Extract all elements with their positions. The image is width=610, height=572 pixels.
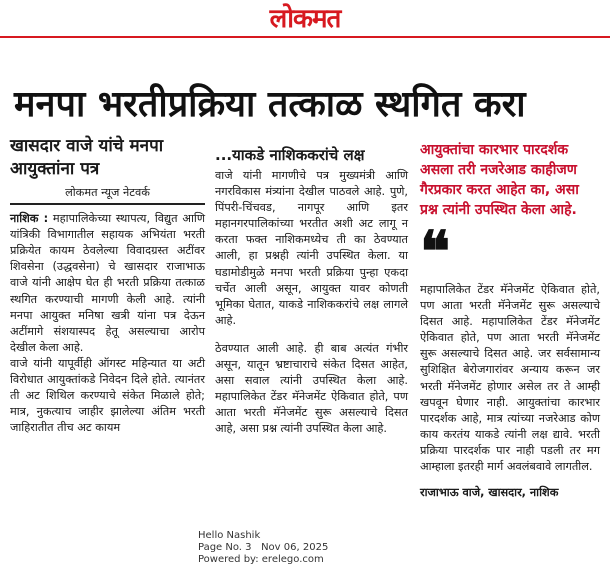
footer-page-date [198, 542, 438, 554]
page-footer [198, 530, 438, 566]
byline: लोकमत न्यूज नेटवर्क [65, 186, 150, 199]
masthead-logo: लोकमत [269, 4, 341, 34]
headline: मनपा भरतीप्रक्रिया तत्काळ स्थगित करा [14, 84, 526, 125]
article-paragraph-3: वाजे यांनी मागणीचे पत्र मुख्यमंत्री आणि नगरविकास मंत्र्यांना देखील पाठवले आहे. पुणे, पिंपरी-चिंचवड, नागपूर आणि इतर महानगरपालिकांच्या भरतीत अशी अट लागू न करता फक्त नाशिकमध्येच ती का ठेवण्यात आली, हा प्रश्नही त्यांनी उपस्थित केला. या घडामोडीमुळे मनपा भरती प्रक्रिया पुन्हा एकदा चर्चेत आली असून, आयुक्त यावर कोणती भूमिका घेतात, याकडे नाशिककरांचे लक्ष लागले आहे. [215, 169, 408, 327]
column-1 [10, 135, 205, 436]
article-paragraph-1: महापालिकेच्या स्थापत्य, विद्युत आणि यांत्रिकी विभागातील सहायक अभियंता भरती प्रक्रियेत कायम ठेवलेल्या विवादग्रस्त अटींवर शिवसेना (उद्धवसेना) चे खासदार राजाभाऊ वाजे यांनी आक्षेप घेत ही भरती प्रक्रिया तत्काळ स्थगित करण्याची मागणी केली आहे. त्यांनी मनपा आयुक्त मनिषा खत्री यांना पत्र देऊन अटींमागे संशयास्पद हेतू असल्याचा आरोप देखील केला आहे. [10, 212, 206, 354]
article-paragraph-4: ठेवण्यात आली आहे. ही बाब अत्यंत गंभीर असून, यातून भ्रष्टाचाराचे संकेत दिसत आहेत, असा सवाल त्यांनी उपस्थित केला आहे. महापालिकेत टेंडर मॅनेजमेंट ऐकिवात होते, पण आता भरती मॅनेजमेंट सुरू असल्याचे दिसत आहे, असा प्रश्न त्यांनी उपस्थित केला आहे. [215, 341, 408, 436]
quote-signature: राजाभाऊ वाजे, खासदार, नाशिक [420, 486, 559, 500]
dateline: नाशिक : [10, 212, 49, 226]
subheadline: खासदार वाजे यांचे मनपा आयुक्तांना पत्र [10, 136, 164, 179]
footer-date: Nov 06, 2025 [261, 542, 329, 553]
quote-text: महापालिकेत टेंडर मॅनेजमेंट ऐकिवात होते, पण आता भरती मॅनेजमेंट सुरू असल्याचे दिसत आहे. महापालिकेत टेंडर मॅनेजमेंट ऐकिवात होते, पण आता भरती मॅनेजमेंट सुरू असल्याचे दिसत आहे. जर सर्वसामान्य सुशिक्षित बेरोजगारांवर अन्याय करून जर भरती मॅनेजमेंट होणार असेल तर ते आम्ही खपवून घेणार नाही. आयुक्तांचा कारभार पारदर्शक आहे, मात्र त्यांच्या नजरेआड कोण काय करतंय याकडे त्यांनी लक्ष द्यावे. भरती प्रक्रिया पारदर्शक पार नाही पडली तर मग आम्हाला इतरही मार्ग अवलंबवावे लागतील. [420, 283, 600, 474]
masthead-divider [0, 36, 610, 38]
spacer [215, 329, 408, 341]
article-paragraph-2: वाजे यांनी यापूर्वीही ऑगस्ट महिन्यात या अटी विरोधात आयुक्तांकडे निवेदन दिले होते. त्यानंतर ती अट शिथिल करण्याचे संकेत मिळाले होते; मात्र, नुकत्याच जाहीर झालेल्या अंतिम भरती जाहिरातीत तीच अट कायम [10, 356, 205, 435]
byline-divider [10, 203, 205, 205]
subheadline-2: ...याकडे नाशिककरांचे लक्ष [215, 146, 365, 164]
pull-quote: आयुक्तांचा कारभार पारदर्शक असला तरी नजरेआड काहीजण गैरप्रकार करत आहेत का, असा प्रश्न त्यांनी उपस्थित केला आहे. [420, 142, 579, 218]
quote-icon: ❝ [420, 219, 451, 285]
footer-page: Page No. 3 [198, 542, 252, 553]
footer-powered-by[interactable]: Powered by: erelego.com [198, 554, 324, 565]
column-3 [420, 135, 600, 501]
masthead [0, 0, 610, 34]
footer-edition: Hello Nashik [198, 530, 261, 541]
article-body [10, 211, 205, 356]
column-2 [215, 135, 408, 438]
